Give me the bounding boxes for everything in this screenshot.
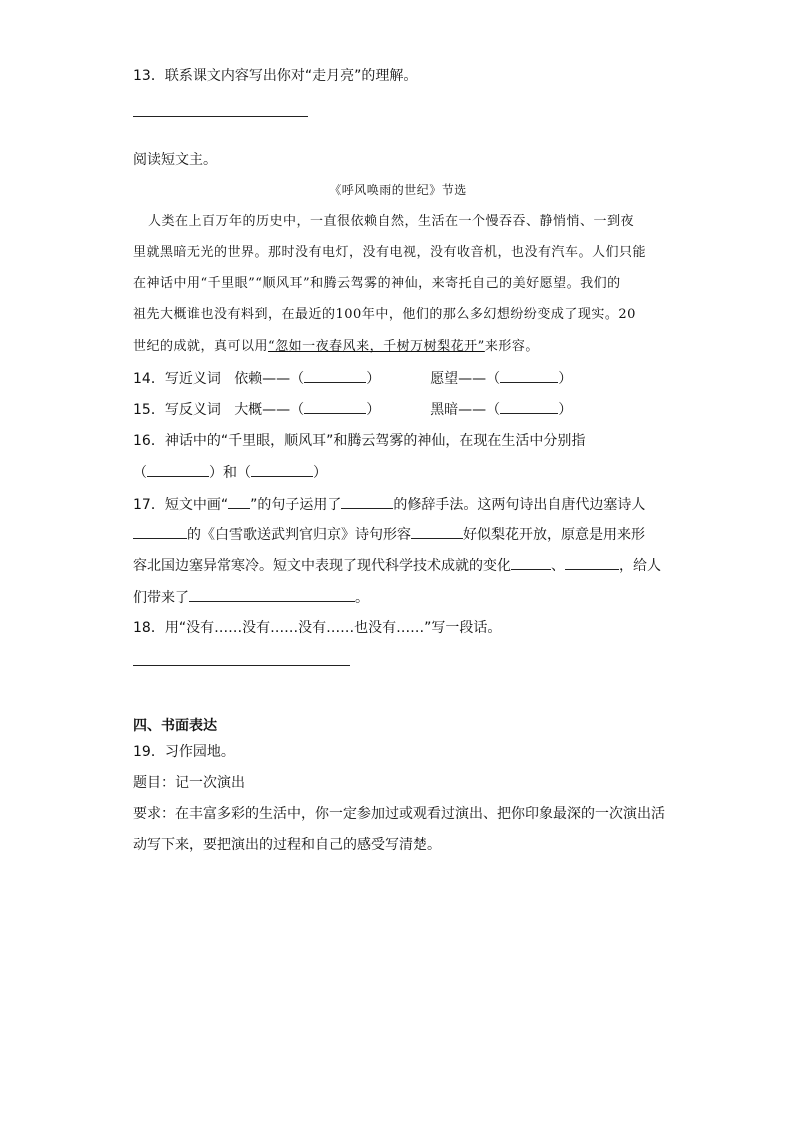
q17-blank-benefit[interactable] <box>189 587 355 602</box>
q17-part-2: ”的句子运用了 <box>250 497 342 513</box>
q17-part-8: ，给人 <box>619 558 661 574</box>
q15-label: 15．写反义词 <box>133 402 221 418</box>
q17-blank-rhetoric[interactable] <box>341 494 393 509</box>
answer-line-13[interactable] <box>133 116 308 117</box>
question-16-line-1: 16．神话中的“千里眼，顺风耳”和腾云驾雾的神仙，在现在生活中分别指 <box>133 433 586 449</box>
q17-blank-mark[interactable] <box>228 494 250 509</box>
q15-close-2: ） <box>558 402 573 418</box>
passage-line-5 <box>133 337 539 357</box>
q15-word2: 黑暗——（ <box>430 402 501 418</box>
q14-label: 14．写近义词 <box>133 371 221 387</box>
passage-line-2: 里就黑暗无光的世界。那时没有电灯，没有电视，没有收音机，也没有汽车。人们只能 <box>133 245 647 260</box>
question-15 <box>133 399 572 420</box>
question-19: 19．习作园地。 <box>133 744 235 760</box>
answer-line-18[interactable] <box>133 665 350 666</box>
question-16-line-2 <box>133 462 327 483</box>
q14-word1: 依赖——（ <box>234 371 305 387</box>
q15-close-1: ） <box>366 402 381 418</box>
reading-instruction: 阅读短文主。 <box>133 152 217 168</box>
q19-requirement-line-2: 动写下来，要把演出的过程和自己的感受写清楚。 <box>133 837 441 853</box>
q16-blank-1[interactable] <box>147 462 209 477</box>
question-17-line-4 <box>133 587 369 608</box>
q14-close-1: ） <box>366 371 381 387</box>
question-18: 18．用“没有……没有……没有……也没有……”写一段话。 <box>133 620 502 636</box>
q17-blank-change-1[interactable] <box>511 555 551 570</box>
q16-mid: ）和（ <box>209 465 251 481</box>
q16-close: ） <box>313 465 327 481</box>
q14-blank-2[interactable] <box>500 368 558 383</box>
question-14 <box>133 368 572 389</box>
q17-blank-describe[interactable] <box>411 524 463 539</box>
underlined-poem-quote: “忽如一夜春风来，千树万树梨花开” <box>268 339 485 354</box>
q17-part-5: 好似梨花开放，原意是用来形 <box>463 527 645 543</box>
passage-line-5-after: 来形容。 <box>484 339 539 354</box>
q15-blank-2[interactable] <box>500 399 558 414</box>
q17-part-3: 的修辞手法。这两句诗出自唐代边塞诗人 <box>393 497 646 513</box>
q17-part-9: 们带来了 <box>133 590 189 606</box>
q16-blank-2[interactable] <box>251 462 313 477</box>
q14-close-2: ） <box>558 371 573 387</box>
q17-blank-change-2[interactable] <box>565 555 619 570</box>
passage-line-3: 在神话中用“千里眼”“顺风耳”和腾云驾雾的神仙，来寄托自己的美好愿望。我们的 <box>133 276 621 291</box>
passage-line-4: 祖先大概谁也没有料到，在最近的100年中，他们的那么多幻想纷纷变成了现实。20 <box>133 307 636 322</box>
question-17-line-1 <box>133 494 645 515</box>
q17-part-4: 的《白雪歌送武判官归京》诗句形容 <box>187 527 411 543</box>
q17-part-10: 。 <box>355 590 369 606</box>
passage-title: 《呼风唤雨的世纪》节选 <box>329 183 467 197</box>
q17-part-7: 、 <box>551 558 565 574</box>
q14-blank-1[interactable] <box>304 368 366 383</box>
question-17-line-2 <box>133 524 645 545</box>
q14-word2: 愿望——（ <box>430 371 501 387</box>
passage-line-1: 人类在上百万年的历史中，一直很依赖自然，生活在一个慢吞吞、静悄悄、一到夜 <box>148 214 635 229</box>
passage-line-5-before: 世纪的成就，真可以用 <box>133 339 269 354</box>
section-4-title: 四、书面表达 <box>133 718 217 734</box>
q15-word1: 大概——（ <box>234 402 305 418</box>
q19-requirement-line-1: 要求：在丰富多彩的生活中，你一定参加过或观看过演出、把你印象最深的一次演出活 <box>133 806 665 822</box>
q17-blank-poet[interactable] <box>133 524 187 539</box>
q16-open-1: （ <box>133 465 147 481</box>
q19-topic: 题目：记一次演出 <box>133 775 245 791</box>
question-17-line-3 <box>133 555 661 576</box>
q15-blank-1[interactable] <box>304 399 366 414</box>
question-13: 13．联系课文内容写出你对“走月亮”的理解。 <box>133 68 418 84</box>
q17-part-6: 容北国边塞异常寒冷。短文中表现了现代科学技术成就的变化 <box>133 558 511 574</box>
q17-part-1: 17．短文中画“ <box>133 497 229 513</box>
